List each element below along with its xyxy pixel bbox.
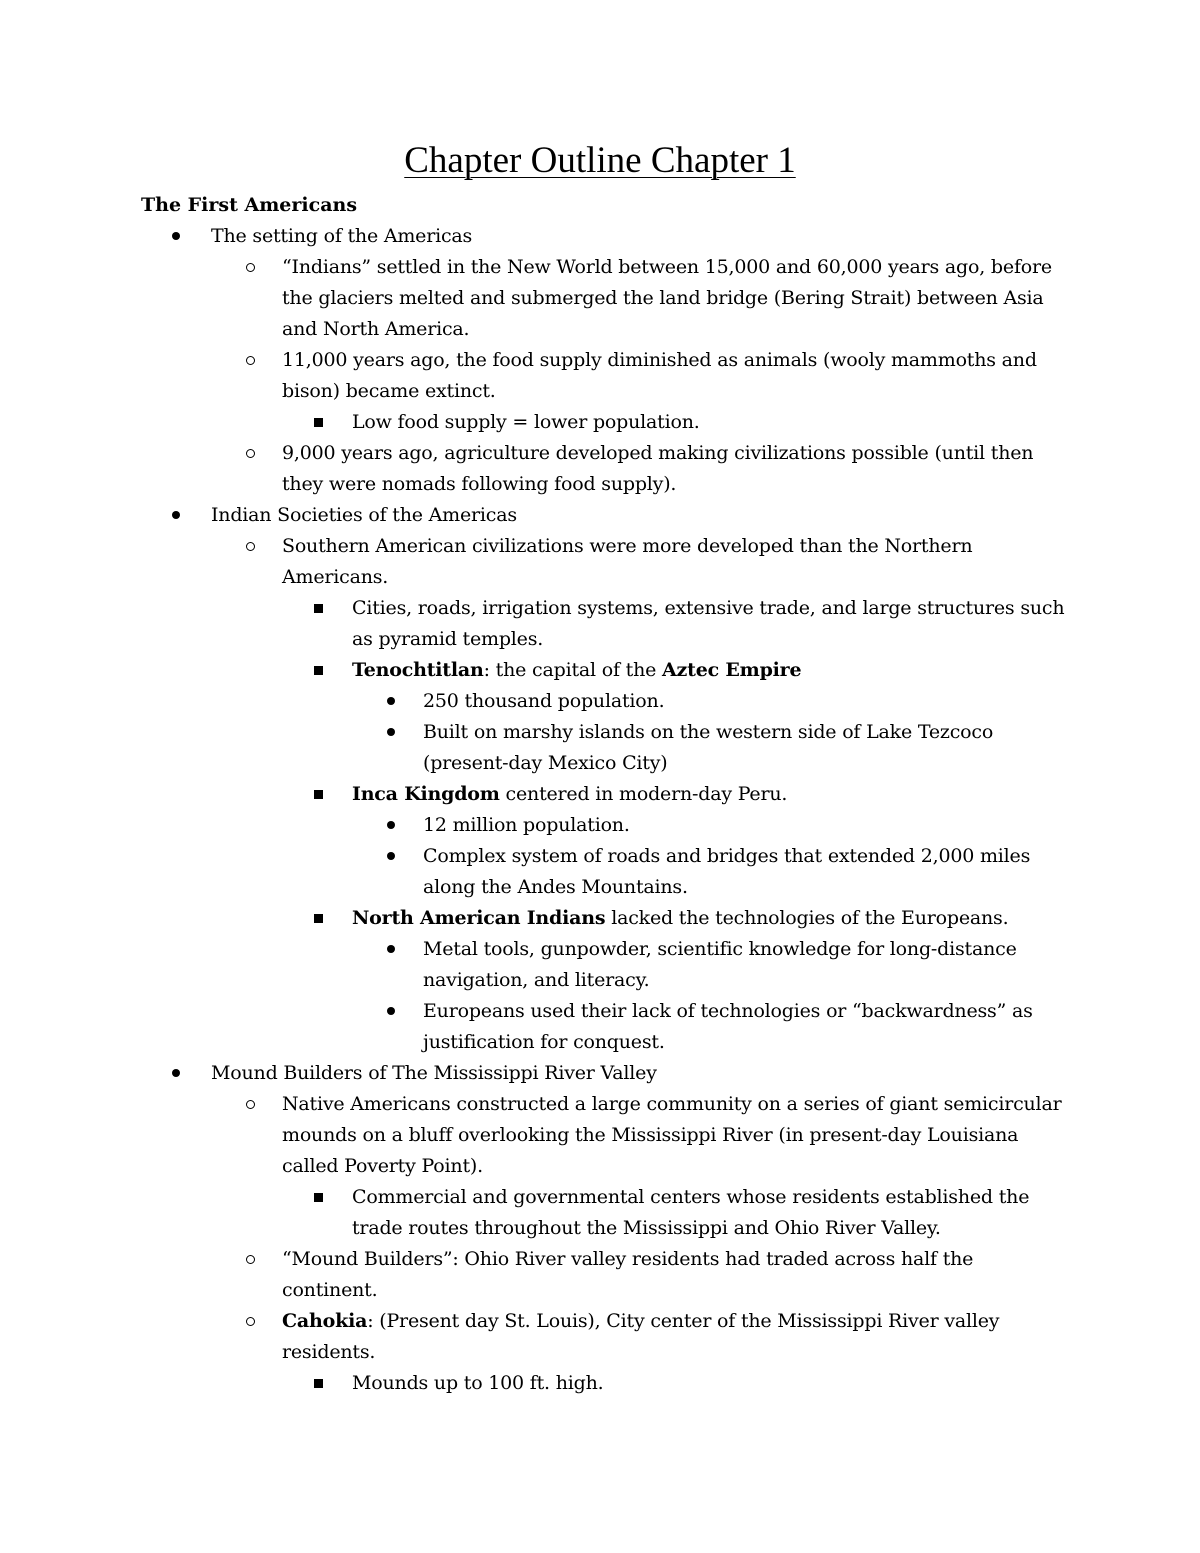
outline-line: justification for conquest. xyxy=(423,1031,665,1053)
bullet-disc-icon xyxy=(387,945,395,953)
bullet-disc-icon xyxy=(387,852,395,860)
bullet-circle-icon xyxy=(246,542,255,551)
outline-line: Mounds up to 100 ft. high. xyxy=(352,1372,604,1394)
outline-line: 9,000 years ago, agriculture developed making civilizations possible (until then xyxy=(282,442,1034,464)
bullet-circle-icon xyxy=(246,1255,255,1264)
bold-term: North American Indians xyxy=(352,907,606,929)
line-text: lacked the technologies of the Europeans. xyxy=(605,907,1009,929)
bullet-circle-icon xyxy=(246,449,255,458)
outline-line: Native Americans constructed a large community on a series of giant semicircular xyxy=(282,1093,1062,1115)
outline-line xyxy=(352,903,1008,934)
bullet-square-icon xyxy=(314,914,323,923)
bullet-circle-icon xyxy=(246,1100,255,1109)
line-text: : (Present day St. Louis), City center of the Mississippi River valley xyxy=(367,1310,1000,1332)
outline-line: Complex system of roads and bridges that extended 2,000 miles xyxy=(423,845,1031,867)
outline-line: continent. xyxy=(282,1279,378,1301)
bullet-circle-icon xyxy=(246,356,255,365)
outline-line: Metal tools, gunpowder, scientific knowledge for long-distance xyxy=(423,938,1017,960)
outline-line: Indian Societies of the Americas xyxy=(211,504,517,526)
bullet-disc-icon xyxy=(172,511,180,519)
outline-line: called Poverty Point). xyxy=(282,1155,483,1177)
bullet-disc-icon xyxy=(387,821,395,829)
bold-term: Inca Kingdom xyxy=(352,783,500,805)
section-heading: The First Americans xyxy=(141,194,358,216)
outline-line: Europeans used their lack of technologies or “backwardness” as xyxy=(423,1000,1033,1022)
bullet-disc-icon xyxy=(172,1069,180,1077)
outline-line: Americans. xyxy=(282,566,389,588)
outline-line: the glaciers melted and submerged the land bridge (Bering Strait) between Asia xyxy=(282,287,1044,309)
outline-line: navigation, and literacy. xyxy=(423,969,650,991)
bullet-disc-icon xyxy=(172,232,180,240)
outline-line xyxy=(352,655,801,686)
bold-term: Cahokia xyxy=(282,1310,368,1332)
outline-line: Commercial and governmental centers whose residents established the xyxy=(352,1186,1030,1208)
outline-line xyxy=(352,779,787,810)
outline-line: residents. xyxy=(282,1341,376,1363)
bullet-circle-icon xyxy=(246,263,255,272)
outline-line: Cities, roads, irrigation systems, extensive trade, and large structures such xyxy=(352,597,1065,619)
outline-line: as pyramid temples. xyxy=(352,628,544,650)
bullet-square-icon xyxy=(314,666,323,675)
bullet-circle-icon xyxy=(246,1317,255,1326)
outline-line: trade routes throughout the Mississippi and Ohio River Valley. xyxy=(352,1217,941,1239)
outline-line: 12 million population. xyxy=(423,814,630,836)
outline-line: The setting of the Americas xyxy=(211,225,473,247)
bullet-square-icon xyxy=(314,1193,323,1202)
outline-line: 11,000 years ago, the food supply diminished as animals (wooly mammoths and xyxy=(282,349,1037,371)
outline-line: 250 thousand population. xyxy=(423,690,665,712)
bullet-square-icon xyxy=(314,418,323,427)
bullet-disc-icon xyxy=(387,728,395,736)
outline-line: Built on marshy islands on the western side of Lake Tezcoco xyxy=(423,721,994,743)
bullet-disc-icon xyxy=(387,697,395,705)
line-text: : the capital of the xyxy=(483,659,662,681)
bullet-square-icon xyxy=(314,1379,323,1388)
outline-line: Southern American civilizations were more developed than the Northern xyxy=(282,535,973,557)
page-title: Chapter Outline Chapter 1 xyxy=(404,140,796,181)
bullet-disc-icon xyxy=(387,1007,395,1015)
outline-line: they were nomads following food supply). xyxy=(282,473,677,495)
outline-line xyxy=(282,1306,999,1337)
outline-line: along the Andes Mountains. xyxy=(423,876,688,898)
bold-term: Tenochtitlan xyxy=(352,659,484,681)
outline-line: Low food supply = lower population. xyxy=(352,411,700,433)
outline-line: “Indians” settled in the New World between 15,000 and 60,000 years ago, before xyxy=(282,256,1052,278)
bullet-square-icon xyxy=(314,604,323,613)
outline-line: bison) became extinct. xyxy=(282,380,496,402)
outline-line: (present-day Mexico City) xyxy=(423,752,668,774)
outline-line: and North America. xyxy=(282,318,470,340)
bullet-square-icon xyxy=(314,790,323,799)
outline-line: mounds on a bluff overlooking the Mississippi River (in present-day Louisiana xyxy=(282,1124,1019,1146)
outline-line: Mound Builders of The Mississippi River Valley xyxy=(211,1062,657,1084)
line-text: centered in modern-day Peru. xyxy=(499,783,788,805)
outline-line: “Mound Builders”: Ohio River valley residents had traded across half the xyxy=(282,1248,974,1270)
bold-term: Aztec Empire xyxy=(662,659,802,681)
